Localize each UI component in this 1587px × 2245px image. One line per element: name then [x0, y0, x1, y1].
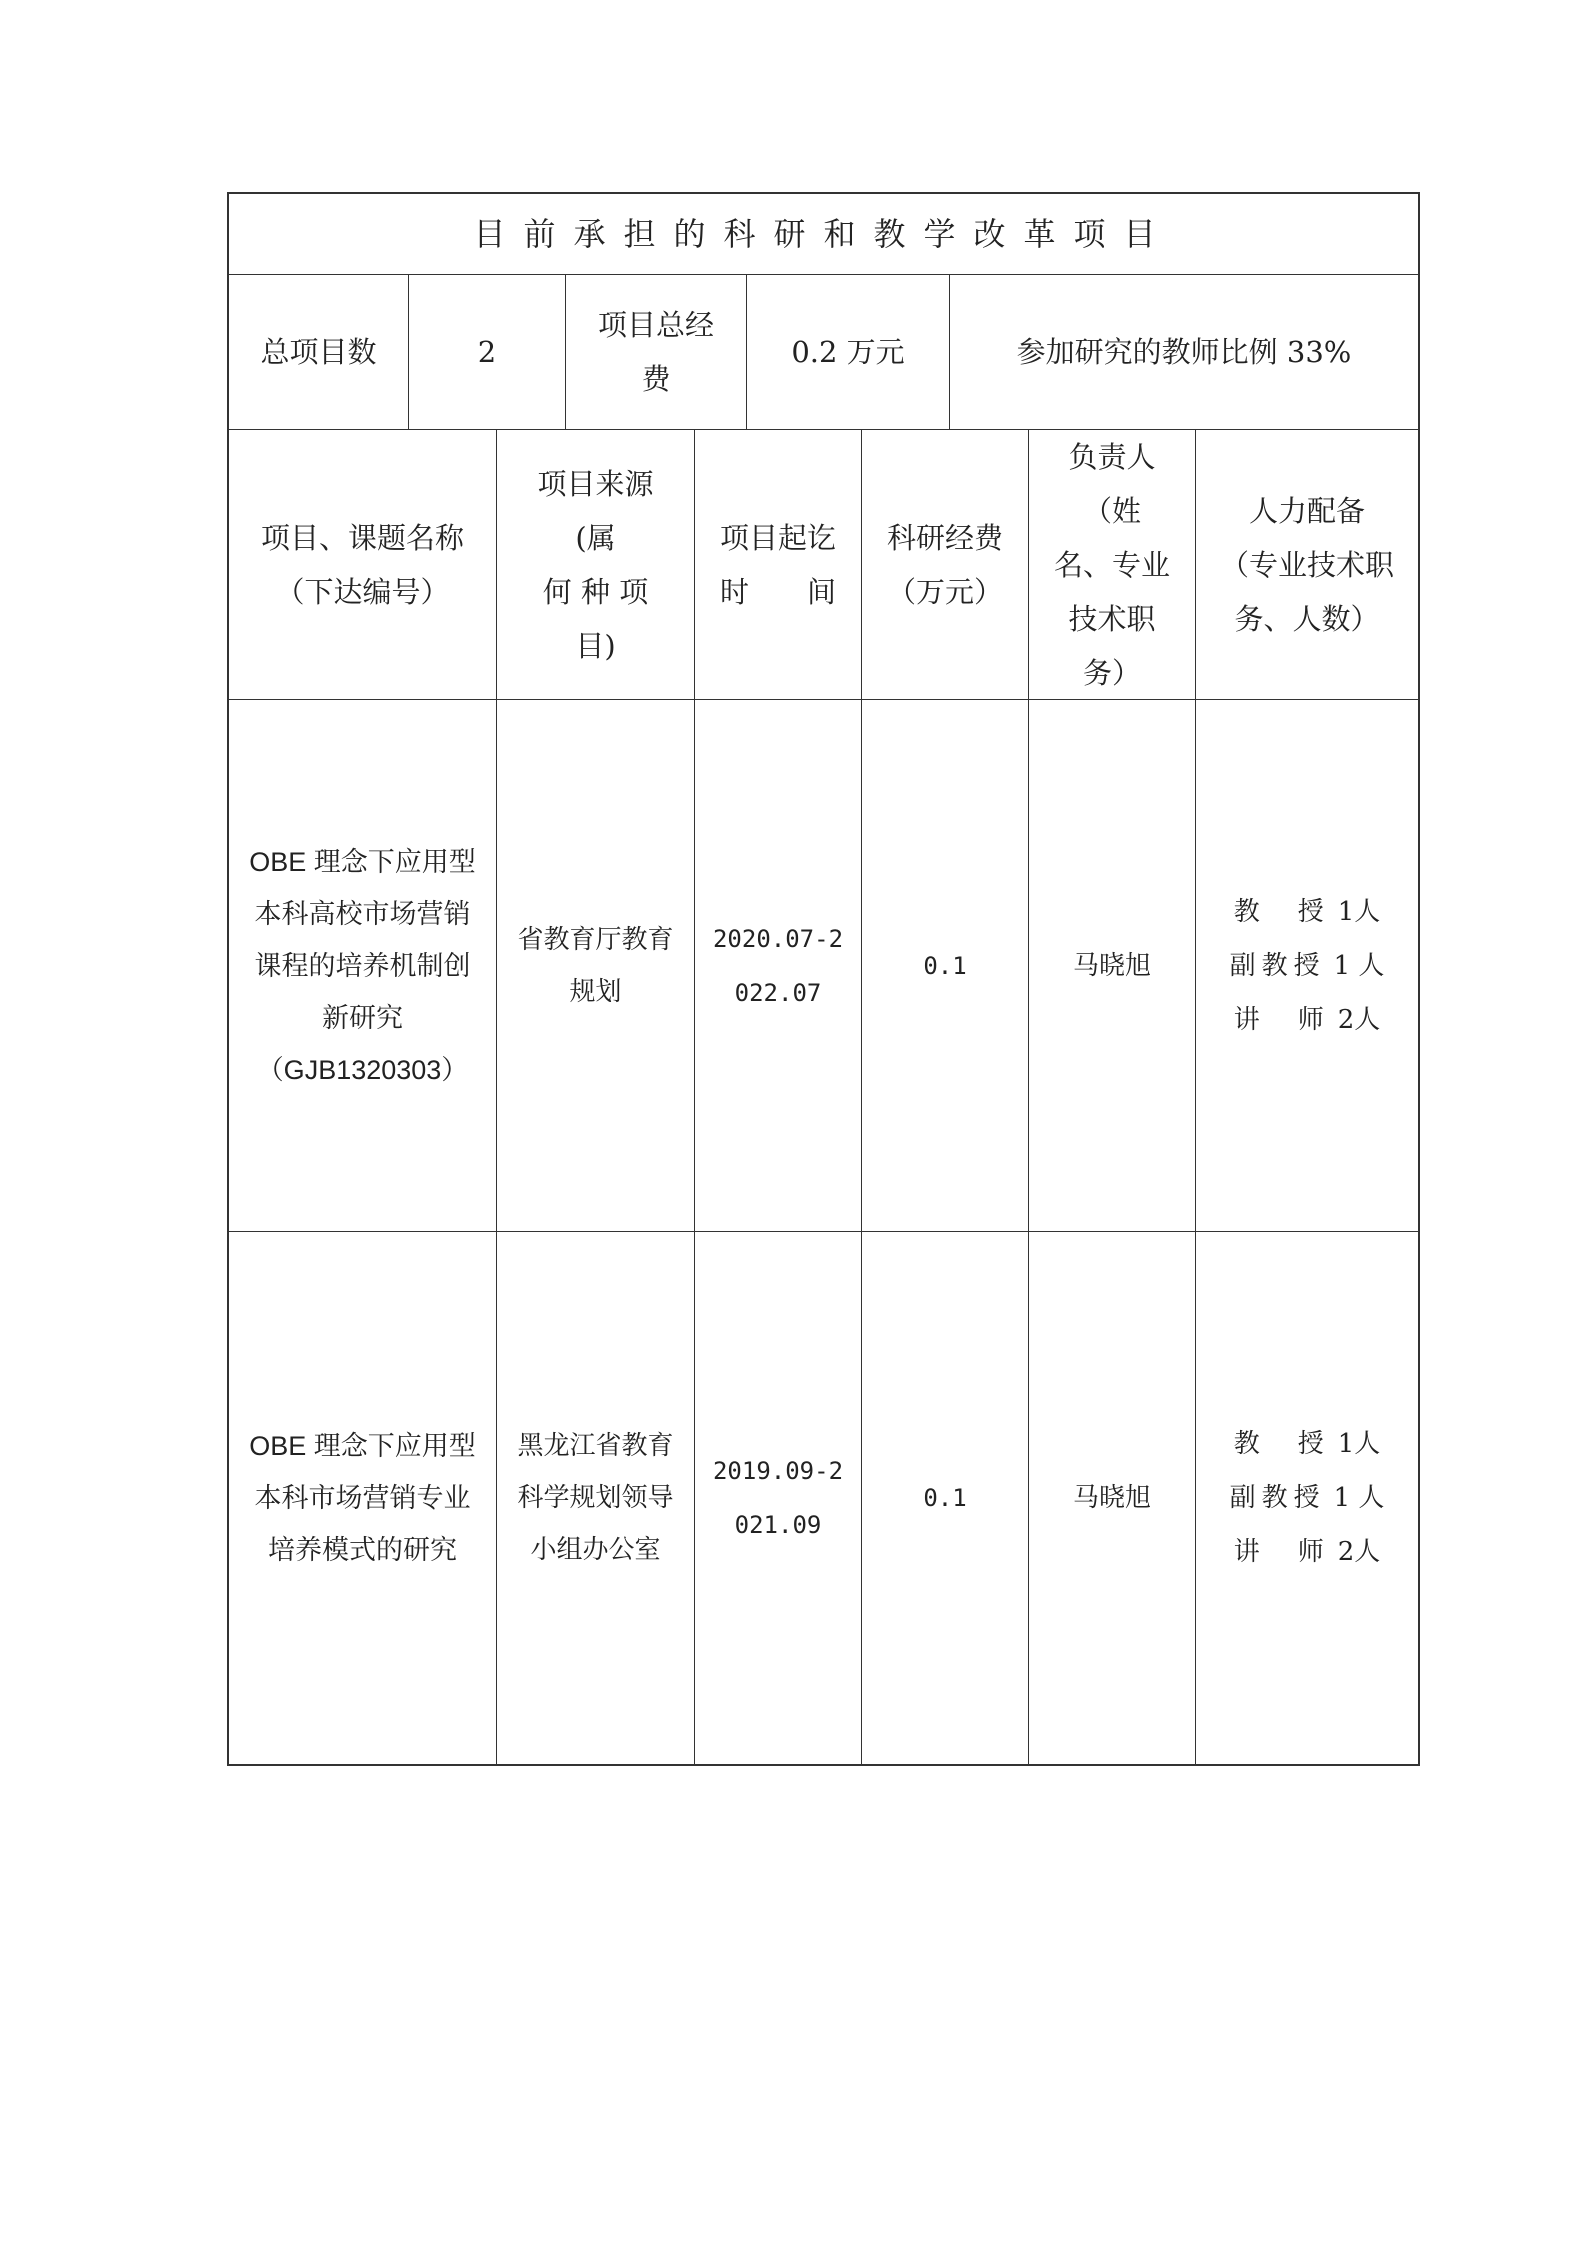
staff-line	[1234, 1417, 1381, 1471]
project-name: OBE 理念下应用型 本科高校市场营销 课程的培养机制创 新研究 （GJB1320303）	[229, 700, 497, 1231]
staff-count: 2人	[1337, 1537, 1381, 1567]
staff-line	[1230, 1471, 1385, 1525]
staff-line	[1234, 1525, 1381, 1579]
project-period: 2019.09-2 021.09	[695, 1232, 862, 1764]
project-staffing	[1196, 700, 1418, 1231]
research-projects-table	[227, 192, 1420, 1766]
total-funding-value: 0.2 万元	[747, 275, 950, 429]
project-leader: 马晓旭	[1029, 1232, 1196, 1764]
staff-count: 1 人	[1333, 1483, 1385, 1513]
project-staffing	[1196, 1232, 1418, 1764]
staff-role: 副教授	[1229, 1483, 1320, 1513]
project-source: 黑龙江省教育 科学规划领导 小组办公室	[497, 1232, 695, 1764]
staff-role: 副教授	[1229, 950, 1320, 981]
teacher-ratio: 参加研究的教师比例 33%	[1016, 335, 1352, 369]
column-header-row	[229, 430, 1418, 700]
project-leader: 马晓旭	[1029, 700, 1196, 1231]
project-funding: 0.1	[862, 700, 1029, 1231]
staff-line	[1234, 993, 1381, 1047]
staff-line	[1234, 885, 1381, 939]
staff-role: 教 授	[1233, 896, 1324, 927]
header-staffing: 人力配备 （专业技术职 务、人数）	[1219, 493, 1394, 636]
total-funding-label: 项目总经 费	[566, 275, 747, 429]
table-title-row	[229, 194, 1418, 275]
total-projects-value: 2	[409, 275, 566, 429]
table-row	[229, 700, 1418, 1232]
staff-line	[1230, 939, 1385, 993]
project-source: 省教育厅教育 规划	[497, 700, 695, 1231]
table-title: 目前承担的科研和教学改革项目	[473, 215, 1174, 253]
header-project-source: 项目来源 (属 何 种 项 目)	[497, 430, 695, 699]
total-projects-label: 总项目数	[229, 275, 409, 429]
header-project-name: 项目、课题名称 （下达编号）	[229, 430, 497, 699]
table-row	[229, 1232, 1418, 1764]
project-name: OBE 理念下应用型 本科市场营销专业 培养模式的研究	[229, 1232, 497, 1764]
project-period: 2020.07-2 022.07	[695, 700, 862, 1231]
staff-count: 1 人	[1333, 950, 1385, 981]
header-leader: 负责人 （姓 名、专业 技术职 务）	[1029, 430, 1196, 699]
staff-count: 2人	[1337, 1004, 1381, 1035]
staff-role: 教 授	[1233, 1429, 1324, 1459]
staff-role: 讲 师	[1233, 1004, 1324, 1035]
header-period: 项目起讫 时 间	[695, 430, 862, 699]
staff-count: 1人	[1337, 1429, 1381, 1459]
header-funding: 科研经费 （万元）	[862, 430, 1029, 699]
project-funding: 0.1	[862, 1232, 1029, 1764]
staff-count: 1人	[1337, 896, 1381, 927]
summary-row	[229, 275, 1418, 430]
staff-role: 讲 师	[1233, 1537, 1324, 1567]
